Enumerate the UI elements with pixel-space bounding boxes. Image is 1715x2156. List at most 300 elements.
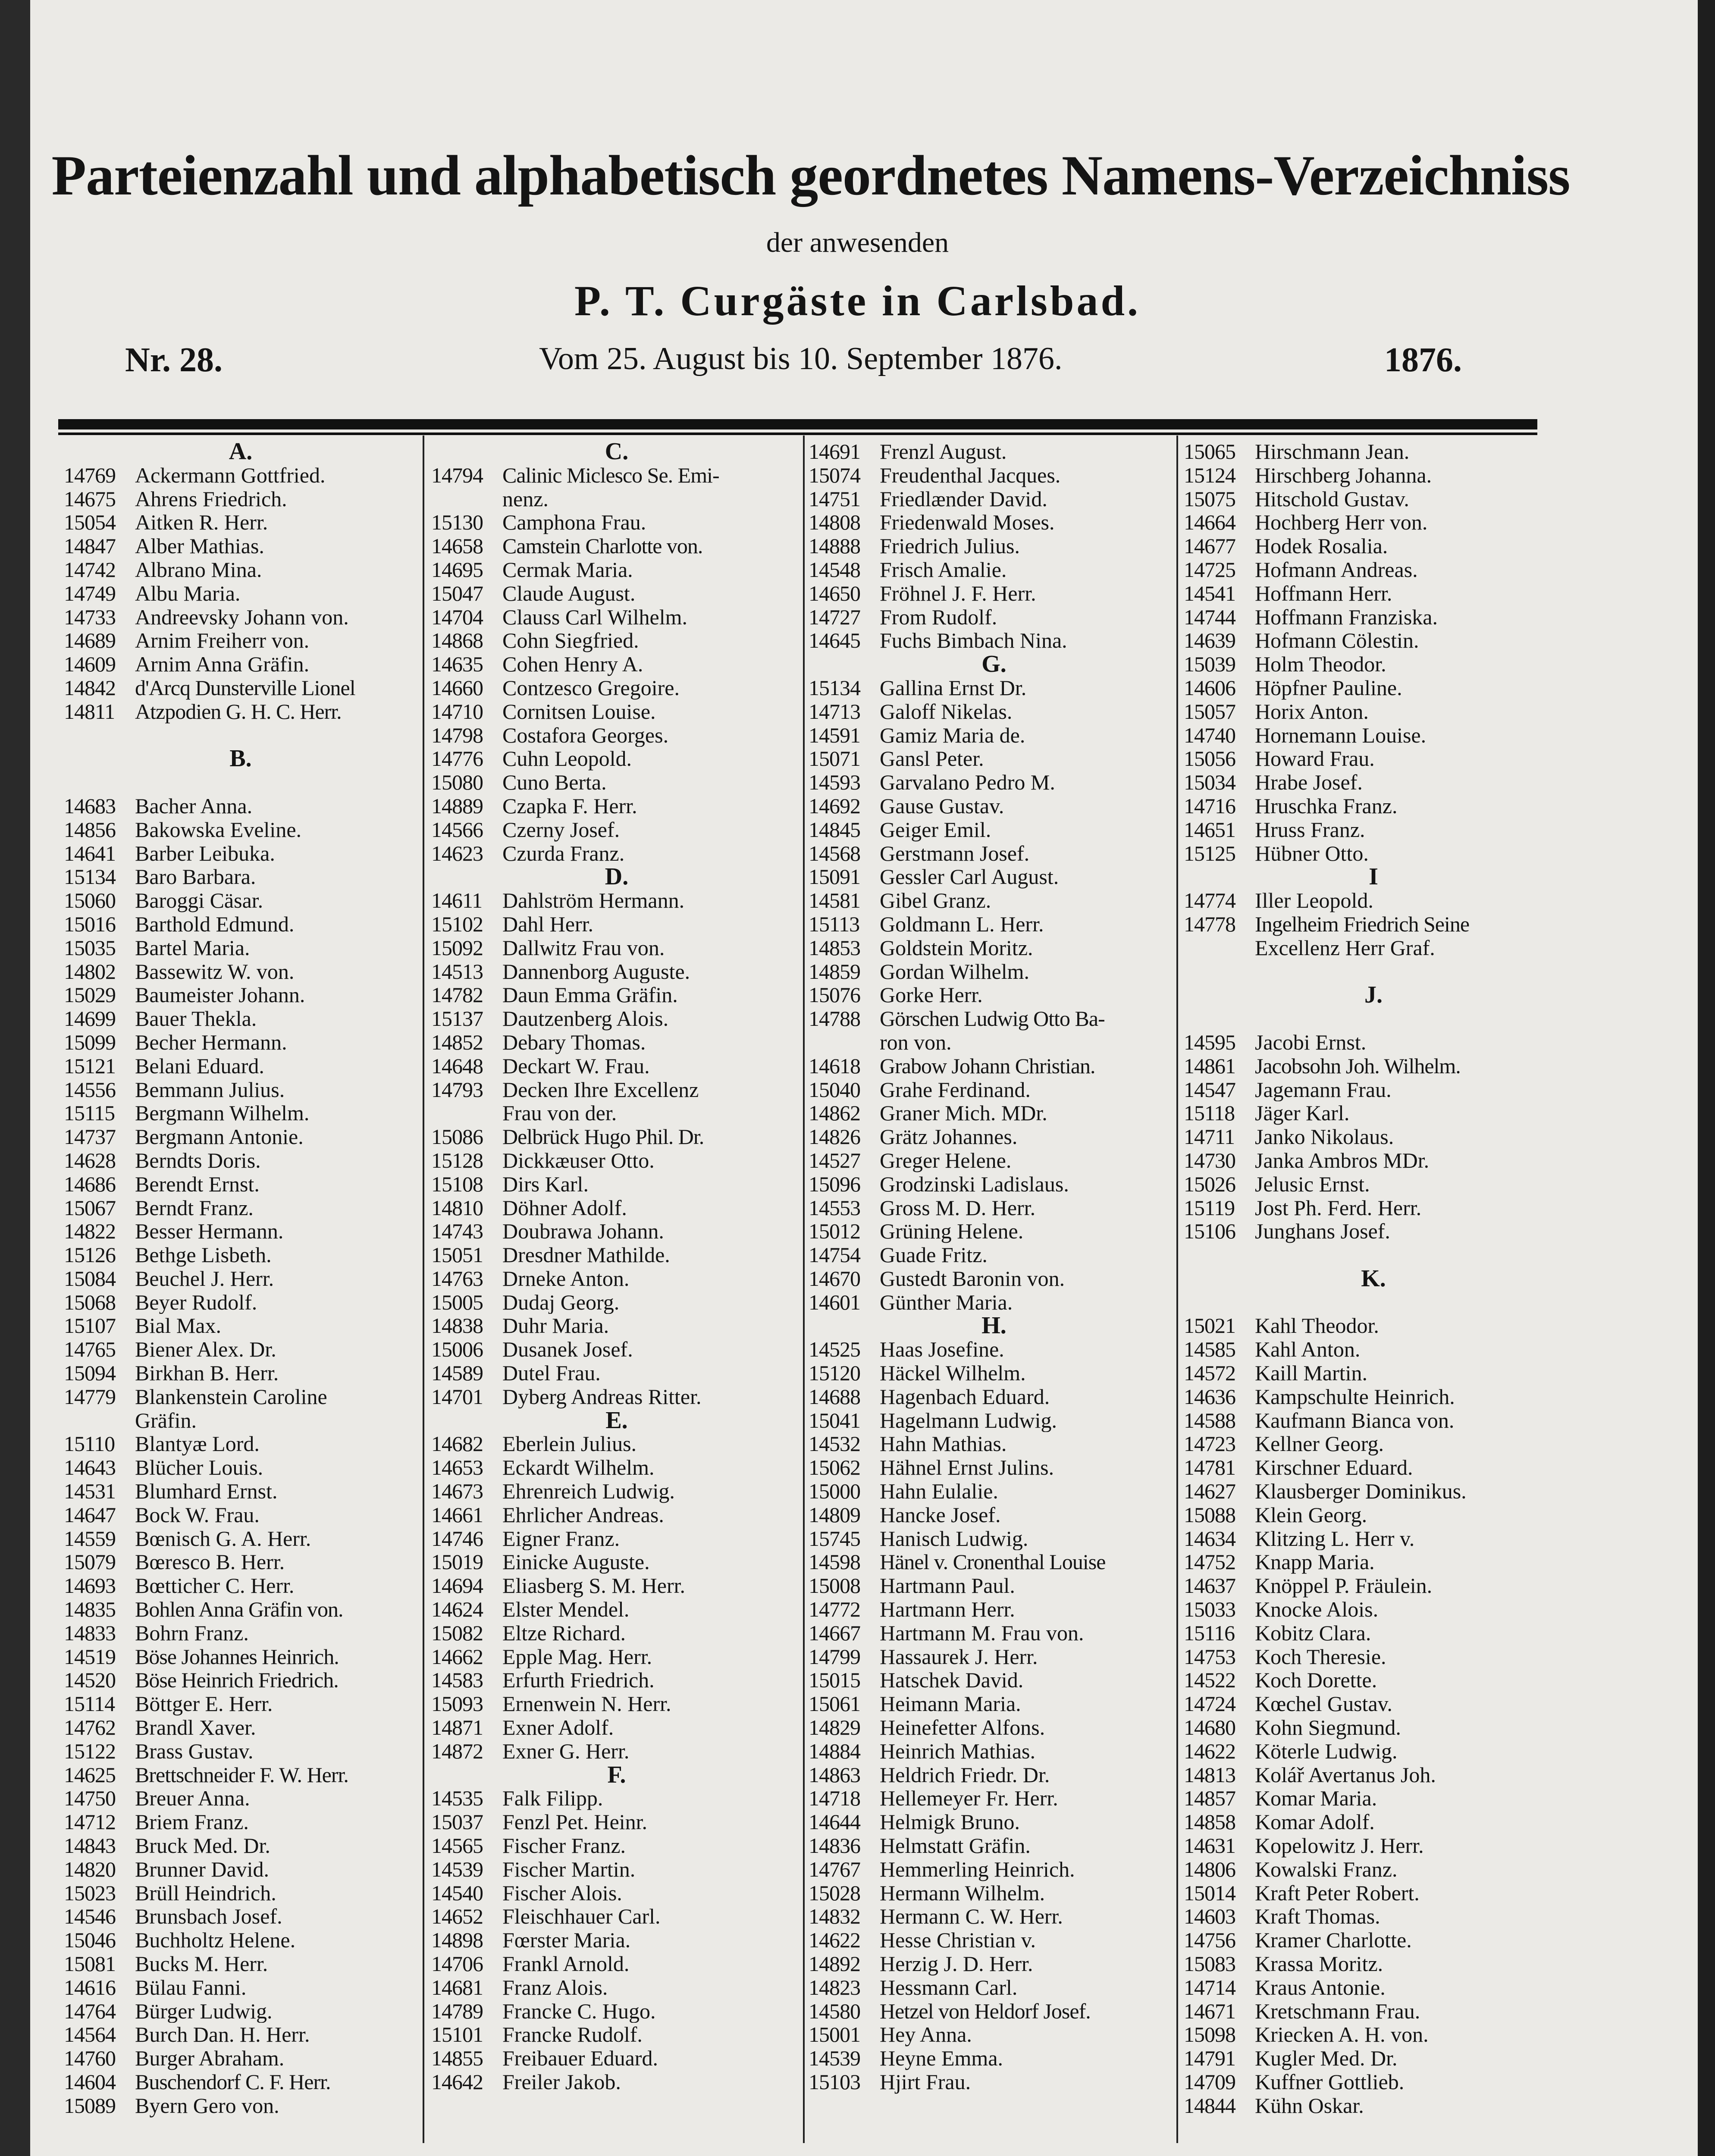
- party-number: 14868: [431, 628, 483, 653]
- guest-entry: [431, 842, 802, 865]
- guest-name: Bürger Ludwig.: [135, 1999, 273, 2023]
- party-number: 14892: [809, 1952, 860, 1976]
- guest-entry: [1184, 889, 1563, 912]
- guest-name: Doubrawa Johann.: [502, 1219, 664, 1244]
- guest-entry: [1184, 1527, 1563, 1551]
- guest-name: Iller Leopold.: [1255, 889, 1373, 912]
- guest-entry: [431, 1479, 802, 1503]
- guest-entry: [64, 1550, 417, 1574]
- guest-name: Hermann Wilhelm.: [880, 1881, 1045, 1905]
- guest-entry: [1184, 1834, 1563, 1858]
- guest-entry: [809, 1716, 1179, 1739]
- party-number: 14527: [809, 1148, 860, 1172]
- guest-name: Hrabe Josef.: [1255, 771, 1363, 794]
- party-number: 14718: [809, 1786, 860, 1811]
- party-number: 14884: [809, 1739, 860, 1763]
- party-number: 15014: [1184, 1880, 1235, 1905]
- guest-entry: [1184, 1645, 1563, 1669]
- guest-name: Kühn Oskar.: [1255, 2093, 1364, 2118]
- guest-name: Hesse Christian v.: [880, 1928, 1036, 1952]
- guest-entry: [431, 936, 802, 960]
- guest-entry: [1184, 794, 1563, 818]
- guest-name: Grodzinski Ladislaus.: [880, 1172, 1069, 1196]
- party-number: 15056: [1184, 746, 1235, 771]
- party-number: 14635: [431, 652, 483, 677]
- guest-name: Köterle Ludwig.: [1255, 1739, 1398, 1763]
- guest-name: Francke C. Hugo.: [502, 1999, 656, 2023]
- guest-name: Ingelheim Friedrich Seine: [1255, 912, 1470, 936]
- party-number: 14704: [431, 605, 483, 629]
- guest-entry: [431, 818, 802, 842]
- party-number: 14754: [809, 1243, 860, 1267]
- party-number: 14842: [64, 675, 116, 700]
- guest-name: Häckel Wilhelm.: [880, 1361, 1026, 1385]
- guest-entry: [431, 1810, 802, 1834]
- party-number: 14681: [431, 1975, 483, 1999]
- guest-entry: [1184, 1456, 1563, 1479]
- guest-entry: [809, 1267, 1179, 1291]
- party-number: 14641: [64, 841, 116, 865]
- guest-entry: [1184, 1196, 1563, 1220]
- guest-name: Komar Adolf.: [1255, 1810, 1375, 1834]
- name-column-1: [64, 440, 417, 2143]
- guest-entry: [431, 1503, 802, 1527]
- party-number: 14765: [64, 1337, 116, 1362]
- guest-entry: [809, 1243, 1179, 1267]
- party-number: 15122: [64, 1739, 116, 1763]
- guest-name: Birkhan B. Herr.: [135, 1361, 279, 1385]
- guest-name: Beuchel J. Herr.: [135, 1266, 274, 1291]
- guest-name: Brandl Xaver.: [135, 1716, 256, 1739]
- party-number: 14601: [809, 1290, 860, 1314]
- party-number: 14724: [1184, 1692, 1235, 1716]
- party-number: 14637: [1184, 1573, 1235, 1598]
- guest-entry: [431, 1716, 802, 1739]
- party-number: 14898: [431, 1928, 483, 1952]
- party-number: 15039: [1184, 652, 1235, 677]
- guest-entry: [809, 1409, 1179, 1432]
- letter-heading: C.: [605, 438, 629, 465]
- guest-entry: [64, 1243, 417, 1267]
- guest-name: Biener Alex. Dr.: [135, 1338, 276, 1362]
- guest-name: Berendt Ernst.: [135, 1172, 260, 1196]
- guest-name: Brüll Heindrich.: [135, 1881, 276, 1905]
- party-number: 14838: [431, 1313, 483, 1338]
- guest-entry: [431, 1125, 802, 1149]
- party-number: 15000: [809, 1479, 860, 1504]
- party-number: 14564: [64, 2022, 116, 2047]
- guest-name: Haas Josefine.: [880, 1338, 1004, 1362]
- guest-entry: [64, 960, 417, 984]
- party-number: 14809: [809, 1502, 860, 1527]
- guest-entry: [64, 1952, 417, 1976]
- guest-entry: [64, 1976, 417, 1999]
- party-number: 15067: [64, 1195, 116, 1220]
- guest-entry: [1184, 771, 1563, 794]
- guest-name: Kahl Theodor.: [1255, 1314, 1379, 1338]
- party-number: 14604: [64, 2069, 116, 2094]
- guest-entry: [64, 1385, 417, 1409]
- letter-heading: E.: [605, 1407, 628, 1434]
- party-number: 15076: [809, 983, 860, 1007]
- guest-name: Kobitz Clara.: [1255, 1621, 1371, 1645]
- party-number: 14774: [1184, 888, 1235, 913]
- guest-entry: [809, 2070, 1179, 2094]
- guest-entry: [431, 1692, 802, 1716]
- guest-name: Hancke Josef.: [880, 1503, 1001, 1527]
- guest-name: Horix Anton.: [1255, 699, 1369, 724]
- party-number: 15019: [431, 1550, 483, 1574]
- guest-entry: [809, 558, 1179, 582]
- letter-heading: K.: [1361, 1265, 1386, 1292]
- guest-entry: [1184, 1692, 1563, 1716]
- guest-entry: [64, 2046, 417, 2070]
- guest-entry: [64, 2070, 417, 2094]
- guest-entry: [64, 1125, 417, 1149]
- party-number: 14631: [1184, 1833, 1235, 1858]
- guest-name: Dirs Karl.: [502, 1172, 589, 1196]
- guest-entry: [809, 1786, 1179, 1810]
- guest-name: Gorke Herr.: [880, 983, 983, 1007]
- guest-name: Böttger E. Herr.: [135, 1692, 273, 1716]
- guest-entry: [431, 1078, 802, 1102]
- party-number: 15120: [809, 1361, 860, 1385]
- party-number: 14781: [1184, 1455, 1235, 1480]
- guest-name: Fœrster Maria.: [502, 1928, 631, 1952]
- guest-name: Bergmann Wilhelm.: [135, 1101, 310, 1125]
- guest-name: Kugler Med. Dr.: [1255, 2046, 1398, 2070]
- guest-entry: [64, 1598, 417, 1621]
- guest-entry: [431, 605, 802, 629]
- party-number: 14872: [431, 1739, 483, 1763]
- guest-name: Ackermann Gottfried.: [135, 463, 326, 487]
- party-number: 14647: [64, 1502, 116, 1527]
- party-number: 15040: [809, 1077, 860, 1102]
- party-number: 14622: [1184, 1739, 1235, 1763]
- guest-entry: [431, 794, 802, 818]
- party-number: 14520: [64, 1668, 116, 1692]
- party-number: 14730: [1184, 1148, 1235, 1172]
- guest-entry: [64, 1172, 417, 1196]
- guest-name: Hermann C. W. Herr.: [880, 1905, 1063, 1929]
- header-rule-thick: [58, 419, 1537, 429]
- guest-entry: [64, 700, 417, 724]
- guest-entry: [64, 2094, 417, 2118]
- guest-name: Alber Mathias.: [135, 534, 264, 558]
- party-number: 15016: [64, 912, 116, 936]
- guest-entry: [1184, 558, 1563, 582]
- party-number: 14744: [1184, 605, 1235, 629]
- guest-name: Janka Ambros MDr.: [1255, 1148, 1430, 1172]
- guest-name: d'Arcq Dunsterville Lionel: [135, 676, 355, 700]
- guest-entry: [64, 464, 417, 487]
- guest-entry: [809, 1621, 1179, 1645]
- party-number: 15101: [431, 2022, 483, 2047]
- guest-name: Gross M. D. Herr.: [880, 1196, 1036, 1220]
- guest-name: Cornitsen Louise.: [502, 699, 656, 724]
- guest-name: Holm Theodor.: [1255, 652, 1386, 676]
- guest-name: Albu Maria.: [135, 581, 241, 605]
- column-divider: [423, 436, 424, 2143]
- guest-name: Hartmann M. Frau von.: [880, 1621, 1084, 1645]
- guest-name: Contzesco Gregoire.: [502, 676, 680, 700]
- guest-name: Excellenz Herr Graf.: [1255, 936, 1435, 960]
- guest-name: Gallina Ernst Dr.: [880, 676, 1027, 700]
- party-number: 14706: [431, 1952, 483, 1976]
- guest-name: Hartmann Paul.: [880, 1574, 1015, 1598]
- party-number: 14634: [1184, 1526, 1235, 1551]
- guest-entry: [809, 1432, 1179, 1456]
- guest-name: Helmigk Bruno.: [880, 1810, 1020, 1834]
- party-number: 14889: [431, 793, 483, 818]
- guest-name: Hartmann Herr.: [880, 1598, 1015, 1621]
- party-number: 14609: [64, 652, 116, 677]
- party-number: 14806: [1184, 1857, 1235, 1881]
- guest-entry: [431, 912, 802, 936]
- guest-name: Bœtticher C. Herr.: [135, 1574, 295, 1598]
- party-number: 15110: [64, 1432, 115, 1456]
- guest-entry: [1184, 582, 1563, 605]
- guest-name: Kœchel Gustav.: [1255, 1692, 1392, 1716]
- party-number: 15091: [809, 865, 860, 889]
- guest-entry: [64, 487, 417, 511]
- party-number: 14583: [431, 1668, 483, 1692]
- party-number: 14568: [809, 841, 860, 865]
- guest-name: Bock W. Frau.: [135, 1503, 260, 1527]
- guest-name: Gordan Wilhelm.: [880, 959, 1029, 984]
- guest-entry: [1184, 700, 1563, 724]
- letter-heading: D.: [605, 863, 629, 890]
- party-number: 15134: [809, 675, 860, 700]
- party-number: 14595: [1184, 1030, 1235, 1054]
- guest-entry: [1184, 2046, 1563, 2070]
- guest-name: Kuffner Gottlieb.: [1255, 2070, 1405, 2094]
- guest-entry: [1184, 912, 1563, 936]
- party-number: 14548: [809, 557, 860, 582]
- guest-name: Kahl Anton.: [1255, 1338, 1361, 1362]
- guest-name: Hähnel Ernst Julins.: [880, 1456, 1054, 1480]
- party-number: 14742: [64, 557, 116, 582]
- guest-name: Friedlænder David.: [880, 487, 1047, 511]
- guest-name: Besser Hermann.: [135, 1219, 284, 1244]
- guest-entry: [431, 1621, 802, 1645]
- guest-name: Hodek Rosalia.: [1255, 534, 1388, 558]
- party-number: 14857: [1184, 1786, 1235, 1811]
- guest-entry: [1184, 1125, 1563, 1149]
- guest-name: Bohlen Anna Gräfin von.: [135, 1598, 343, 1621]
- guest-entry: [809, 1550, 1179, 1574]
- guest-name: Delbrück Hugo Phil. Dr.: [502, 1125, 704, 1149]
- guest-entry: [809, 771, 1179, 794]
- guest-entry: [809, 605, 1179, 629]
- party-number: 14764: [64, 1999, 116, 2023]
- issue-date-range: Vom 25. August bis 10. September 1876.: [539, 341, 1063, 376]
- party-number: 14627: [1184, 1479, 1235, 1504]
- guest-name: Hochberg Herr von.: [1255, 511, 1428, 535]
- guest-name: Becher Hermann.: [135, 1030, 287, 1054]
- party-number: 14863: [809, 1762, 860, 1787]
- guest-name: Berndts Doris.: [135, 1148, 261, 1172]
- spacer: [1184, 1291, 1563, 1314]
- party-number: 15047: [431, 581, 483, 605]
- spacer: [64, 771, 417, 794]
- party-number: 14680: [1184, 1715, 1235, 1740]
- guest-entry: [809, 1763, 1179, 1787]
- guest-entry: [431, 534, 802, 558]
- guest-name: Brunner David.: [135, 1857, 270, 1881]
- guest-entry: [64, 676, 417, 700]
- guest-name: Jagemann Frau.: [1255, 1078, 1392, 1102]
- guest-entry: [64, 1456, 417, 1479]
- party-number: 14750: [64, 1786, 116, 1811]
- guest-entry: [431, 1668, 802, 1692]
- party-number: 15061: [809, 1692, 860, 1716]
- party-number: 15005: [431, 1290, 483, 1314]
- guest-name: Elster Mendel.: [502, 1598, 630, 1621]
- guest-name: Goldstein Moritz.: [880, 936, 1033, 960]
- guest-entry: [809, 1574, 1179, 1598]
- guest-entry: [809, 1172, 1179, 1196]
- party-number: 14653: [431, 1455, 483, 1480]
- guest-name: Bartel Maria.: [135, 936, 250, 960]
- party-number: 14762: [64, 1715, 116, 1740]
- guest-entry: [809, 889, 1179, 912]
- guest-name: Epple Mag. Herr.: [502, 1645, 652, 1669]
- guest-name: Kolář Avertanus Joh.: [1255, 1763, 1436, 1787]
- party-number: 15015: [809, 1668, 860, 1692]
- spacer: [1184, 1243, 1563, 1267]
- guest-entry: [809, 700, 1179, 724]
- party-number: 14682: [431, 1432, 483, 1456]
- guest-entry: [64, 1054, 417, 1078]
- party-number: 14642: [431, 2069, 483, 2094]
- guest-name: Guade Fritz.: [880, 1243, 988, 1267]
- guest-entry: [809, 1503, 1179, 1527]
- guest-name: Clauss Carl Wilhelm.: [502, 605, 687, 629]
- party-number: 14829: [809, 1715, 860, 1740]
- guest-entry: [431, 1361, 802, 1385]
- party-number: 14791: [1184, 2046, 1235, 2071]
- guest-entry: [1184, 1976, 1563, 1999]
- guest-name: Klein Georg.: [1255, 1503, 1367, 1527]
- guest-entry: [64, 1219, 417, 1243]
- guest-name: Friedenwald Moses.: [880, 511, 1055, 535]
- guest-entry: [431, 1598, 802, 1621]
- guest-entry: [431, 1739, 802, 1763]
- party-number: 14616: [64, 1975, 116, 1999]
- party-number: 15037: [431, 1810, 483, 1834]
- party-number: 14532: [809, 1432, 860, 1456]
- guest-entry: [809, 1125, 1179, 1149]
- guest-entry: [64, 842, 417, 865]
- guest-entry: [1184, 1172, 1563, 1196]
- guest-entry: [1184, 1031, 1563, 1054]
- party-number: 14862: [809, 1101, 860, 1125]
- party-number: 14778: [1184, 912, 1235, 936]
- guest-entry: [1184, 1479, 1563, 1503]
- party-number: 15046: [64, 1928, 116, 1952]
- guest-entry: [431, 1432, 802, 1456]
- guest-name: Dickkæuser Otto.: [502, 1148, 655, 1172]
- guest-name: Hitschold Gustav.: [1255, 487, 1409, 511]
- guest-name: Ernenwein N. Herr.: [502, 1692, 671, 1716]
- party-number: 14832: [809, 1904, 860, 1929]
- party-number: 15071: [809, 746, 860, 771]
- guest-entry: [809, 818, 1179, 842]
- page-subtitle: der anwesenden: [766, 227, 949, 258]
- party-number: 14652: [431, 1904, 483, 1929]
- party-number: 14749: [64, 581, 116, 605]
- party-number: 14871: [431, 1715, 483, 1740]
- guest-name: Frau von der.: [502, 1101, 617, 1125]
- guest-entry: [1184, 1432, 1563, 1456]
- guest-entry: [809, 1101, 1179, 1125]
- guest-entry: [1184, 652, 1563, 676]
- guest-name: Blankenstein Caroline: [135, 1385, 327, 1409]
- party-number: 14835: [64, 1597, 116, 1622]
- guest-entry: [64, 1621, 417, 1645]
- guest-entry: [809, 487, 1179, 511]
- guest-entry: [809, 1054, 1179, 1078]
- guest-name: Greger Helene.: [880, 1148, 1012, 1172]
- guest-name: Blantyæ Lord.: [135, 1432, 260, 1456]
- guest-name: Dallwitz Frau von.: [502, 936, 665, 960]
- guest-entry: [431, 464, 802, 487]
- guest-name: Hruss Franz.: [1255, 818, 1365, 842]
- guest-entry: [809, 534, 1179, 558]
- guest-name: Breuer Anna.: [135, 1786, 250, 1811]
- party-number: 15089: [64, 2093, 116, 2118]
- guest-entry: [64, 1668, 417, 1692]
- guest-name: Kraft Thomas.: [1255, 1905, 1380, 1929]
- guest-entry: [809, 1834, 1179, 1858]
- guest-name: Falk Filipp.: [502, 1786, 603, 1811]
- party-number: 14694: [431, 1573, 483, 1598]
- guest-entry: [809, 1598, 1179, 1621]
- guest-name: Hey Anna.: [880, 2023, 972, 2047]
- guest-entry: [1184, 605, 1563, 629]
- party-number: 14810: [431, 1195, 483, 1220]
- guest-entry: [64, 1267, 417, 1291]
- guest-name: Daun Emma Gräfin.: [502, 983, 678, 1007]
- guest-entry: [1184, 1858, 1563, 1881]
- guest-name: Kellner Georg.: [1255, 1432, 1384, 1456]
- guest-entry: [1184, 487, 1563, 511]
- party-number: 14746: [431, 1526, 483, 1551]
- party-number: 14644: [809, 1810, 860, 1834]
- guest-entry: [809, 1928, 1179, 1952]
- guest-entry: [1184, 1905, 1563, 1928]
- party-number: 14772: [809, 1597, 860, 1622]
- party-number: 15130: [431, 510, 483, 535]
- guest-entry: [64, 1905, 417, 1928]
- guest-name: Fischer Alois.: [502, 1881, 622, 1905]
- guest-entry: [1184, 842, 1563, 865]
- guest-entry: [64, 582, 417, 605]
- party-number: 15001: [809, 2022, 860, 2047]
- party-number: 14650: [809, 581, 860, 605]
- guest-entry: [64, 652, 417, 676]
- page-title: Parteienzahl und alphabetisch geordnetes Namens-Verzeichniss: [51, 144, 1570, 207]
- guest-entry: [64, 1432, 417, 1456]
- party-number: 14535: [431, 1786, 483, 1811]
- guest-name: Grahe Ferdinand.: [880, 1078, 1031, 1102]
- guest-entry: [64, 1574, 417, 1598]
- guest-entry: [1184, 936, 1563, 960]
- party-number: 14689: [64, 628, 116, 653]
- party-number: 14811: [64, 699, 115, 724]
- guest-entry: [64, 1149, 417, 1172]
